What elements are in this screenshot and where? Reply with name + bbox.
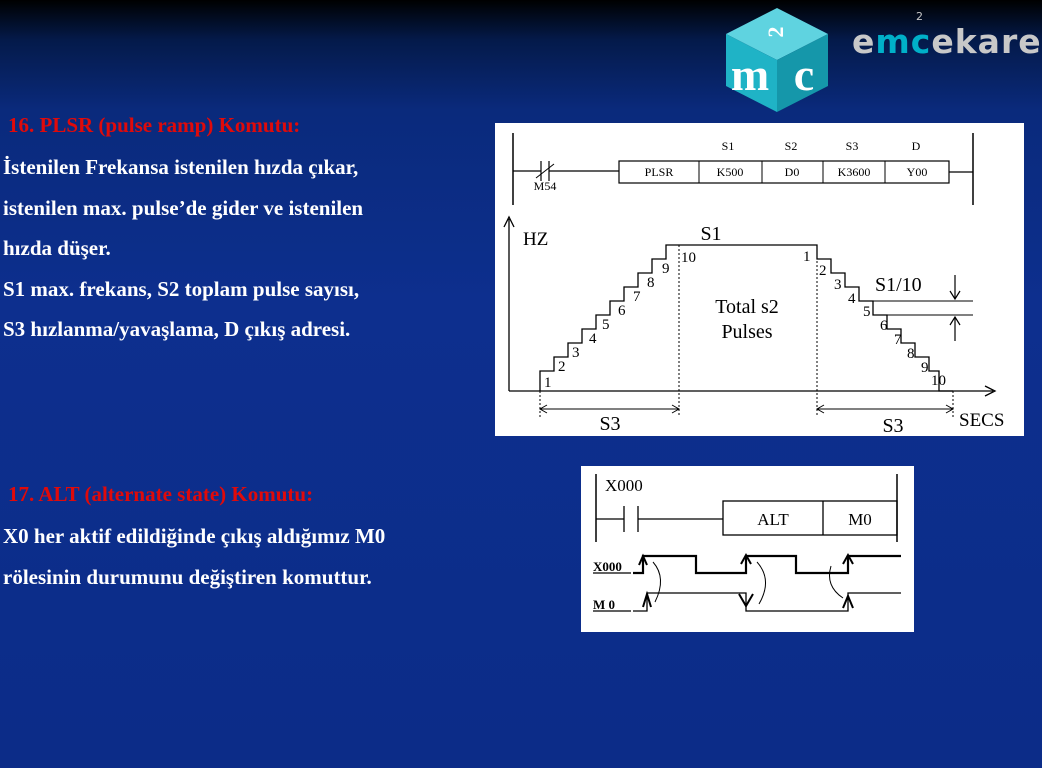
ramp-up-step-label: 5: [602, 317, 610, 333]
plsr-cell: K500: [716, 165, 744, 179]
plsr-diagram: [495, 123, 1024, 436]
svg-text:c: c: [793, 49, 815, 100]
logo-superscript: 2: [916, 10, 923, 23]
ramp-down-step-label: 2: [819, 263, 827, 279]
ramp-down-step-label: 7: [894, 332, 902, 348]
plsr-operand-header: S3: [845, 139, 859, 153]
ramp-up-step-label: 1: [544, 375, 552, 391]
alt-heading: 17. ALT (alternate state) Komutu:: [8, 482, 314, 506]
timing-signal-label: M 0: [593, 597, 616, 612]
plsr-y-axis-label: HZ: [523, 229, 549, 250]
ramp-down-step-label: 3: [834, 277, 842, 293]
ramp-up-step-label: 4: [589, 331, 597, 347]
alt-cell: ALT: [757, 510, 789, 529]
plsr-x-axis-label: SECS: [959, 410, 1005, 431]
center-label-line1: Total s2: [715, 296, 779, 318]
ramp-down-step-label: 10: [931, 373, 946, 389]
ramp-down-step-label: 6: [880, 318, 888, 334]
ramp-up-step-label: 6: [618, 303, 626, 319]
alt-cell: M0: [848, 510, 872, 529]
plsr-line: hızda düşer.: [3, 236, 111, 260]
plsr-cell: Y00: [906, 165, 928, 179]
alt-contact-label: X000: [605, 476, 643, 495]
ramp-up-step-label: 3: [572, 345, 580, 361]
logo-wordmark: emcekare: [852, 22, 1042, 61]
plsr-line: İstenilen Frekansa istenilen hızda çıkar,: [3, 155, 359, 179]
logo-cube-digit: 2: [763, 26, 788, 38]
plsr-cell: PLSR: [644, 165, 674, 179]
ramp-down-step-label: 8: [907, 346, 915, 362]
plsr-operand-header: S1: [721, 139, 735, 153]
center-label-line2: Pulses: [721, 321, 773, 343]
plsr-description: [3, 147, 363, 350]
plsr-heading: 16. PLSR (pulse ramp) Komutu:: [8, 113, 301, 137]
plsr-line: S3 hızlanma/yavaşlama, D çıkış adresi.: [3, 317, 351, 341]
ramp-down-step-label: 5: [863, 304, 871, 320]
alt-diagram: [581, 466, 914, 632]
ramp-up-step-label: 8: [647, 275, 655, 291]
plsr-line: S1 max. frekans, S2 toplam pulse sayısı,: [3, 276, 360, 301]
ramp-up-step-label: 9: [662, 261, 670, 277]
timing-signal-label: X000: [593, 559, 622, 574]
ramp-down-step-label: 4: [848, 291, 856, 307]
ramp-up-step-label: 10: [681, 250, 696, 266]
plsr-cell: D0: [784, 165, 800, 179]
plsr-contact-label: M54: [533, 179, 557, 193]
plsr-line: istenilen max. pulse’de gider ve istenilen: [3, 195, 364, 220]
plsr-operand-header: D: [911, 139, 921, 153]
svg-text:m: m: [730, 49, 770, 100]
plsr-operand-header: S2: [784, 139, 798, 153]
alt-diagram-svg: [581, 466, 914, 632]
plsr-diagram-svg: [495, 123, 1024, 436]
peak-label: S1: [700, 223, 722, 245]
alt-line: rölesinin durumunu değiştiren komuttur.: [3, 564, 372, 589]
ramp-down-step-label: 9: [921, 360, 929, 376]
s3-span-label: S3: [599, 413, 621, 435]
s3-span-label: S3: [882, 415, 904, 437]
alt-description: [3, 516, 385, 597]
ramp-up-step-label: 7: [633, 289, 641, 305]
logo-cube-icon: [722, 4, 832, 114]
step-size-label: S1/10: [875, 274, 922, 296]
ramp-down-step-label: 1: [803, 249, 811, 265]
plsr-cell: K3600: [837, 165, 871, 179]
alt-line: X0 her aktif edildiğinde çıkış aldığımız M0: [3, 524, 386, 548]
ramp-up-step-label: 2: [558, 359, 566, 375]
